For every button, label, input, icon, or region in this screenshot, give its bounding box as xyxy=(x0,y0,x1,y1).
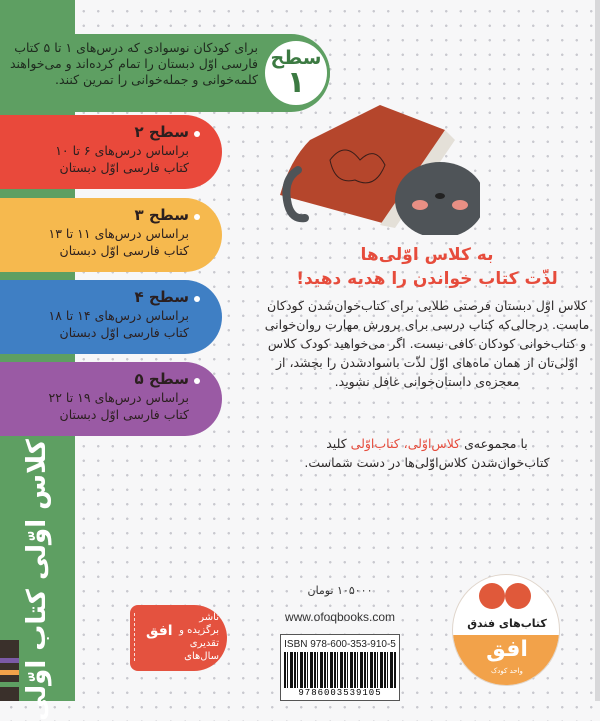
level-lessons: براساس درس‌های ۱۴ تا ۱۸ xyxy=(48,308,189,323)
headline-line-2: لذّت کتاب خواندن را هدیه دهید! xyxy=(296,269,558,289)
level-1-badge xyxy=(262,38,330,108)
level-3-tab xyxy=(0,198,222,272)
series-prefix: با مجموعه‌ی xyxy=(464,436,528,451)
award-years xyxy=(134,613,144,661)
website-link[interactable]: www.ofoqbooks.com xyxy=(284,610,396,624)
cat-nose xyxy=(435,193,445,199)
series-name: کلاس‌اوّلی، کتاب‌اوّلی xyxy=(350,436,461,451)
barcode xyxy=(280,634,400,701)
headline xyxy=(262,243,592,291)
level-book: کتاب فارسی اوّل دبستان xyxy=(59,243,189,258)
cat-cheek xyxy=(452,200,468,210)
series-suffix: کلید xyxy=(326,436,347,451)
level-lessons: براساس درس‌های ۱۹ تا ۲۲ xyxy=(48,390,189,405)
series-statement xyxy=(262,434,592,472)
cat-under-book-illustration xyxy=(270,100,480,235)
stripe-orange xyxy=(0,670,19,675)
award-text: ناشر برگزیده و تقدیری سال‌های xyxy=(179,612,219,662)
level-lessons: براساس درس‌های ۱۱ تا ۱۳ xyxy=(48,226,189,241)
barcode-bars xyxy=(284,652,396,688)
level-4-tab xyxy=(0,280,222,354)
brand-name: کتاب‌های فندق xyxy=(467,617,547,630)
level-number: ۱ xyxy=(286,65,306,100)
hazelnut-icon xyxy=(505,583,531,609)
bullet-icon xyxy=(194,378,200,384)
brand-sub: واحد کودک xyxy=(491,667,523,675)
level-2-tab xyxy=(0,115,222,189)
barcode-number: 9786003539105 xyxy=(298,688,382,698)
level-book: کتاب فارسی اوّل دبستان xyxy=(59,325,189,340)
level-title: سطح ۳ xyxy=(134,206,189,224)
headline-line-1: به کلاس اوّلی‌ها xyxy=(360,245,494,265)
level-book: کتاب فارسی اوّل دبستان xyxy=(59,160,189,175)
stripe-purple xyxy=(0,658,19,663)
spine-title-text: کلاس اوّلی کتاب اوّلی xyxy=(22,439,52,721)
brand-publisher: افق xyxy=(486,637,528,662)
level-book: کتاب فارسی اوّل دبستان xyxy=(59,407,189,422)
publisher-logo: افق xyxy=(146,623,173,639)
level-1-description: برای کودکان نوسوادی که درس‌های ۱ تا ۵ کتاب فارسی اوّل دبستان را تمام کرده‌اند و می‌خواهند کلمه‌خوانی و جمله‌خوانی را تمرین کنند. xyxy=(9,40,258,87)
level-title: سطح ۴ xyxy=(134,288,189,306)
level-5-tab xyxy=(0,362,222,436)
cover-edge xyxy=(595,0,600,701)
stripe-green xyxy=(0,682,19,687)
level-title: سطح ۲ xyxy=(134,123,189,141)
bullet-icon xyxy=(194,131,200,137)
brand-logo xyxy=(452,574,560,686)
bullet-icon xyxy=(194,214,200,220)
price: ۱۰۵۰۰۰ تومان xyxy=(307,584,373,597)
publisher-award-badge xyxy=(130,605,227,671)
spine-color-stripes xyxy=(0,640,19,701)
cat-cheek xyxy=(412,200,428,210)
isbn: ISBN 978-600-353-910-5 xyxy=(284,639,396,650)
level-lessons: براساس درس‌های ۶ تا ۱۰ xyxy=(55,143,189,158)
series-line-2: کتاب‌خوان‌شدن کلاس‌اوّلی‌ها در دست شماست. xyxy=(304,455,550,470)
description: کلاس اوّل دبستان فرصتی طلایی برای کتاب‌خوان‌شدن کودکان ماست. درحالی‌که کتاب درسی برای پرورش مهارت روان‌خوانی و کتاب‌خوانی کودکان کافی نیست. اگر می‌خواهید کودک کلاس اوّلی‌تان از همان ماه‌های اوّل لذّت باسوادشدن را بچشد، از معجزه‌ی داستان‌خوانی غافل نشوید. xyxy=(264,298,590,389)
level-title: سطح ۵ xyxy=(134,370,189,388)
bullet-icon xyxy=(194,296,200,302)
hazelnut-icon xyxy=(479,583,505,609)
level-word: سطح xyxy=(270,47,322,69)
